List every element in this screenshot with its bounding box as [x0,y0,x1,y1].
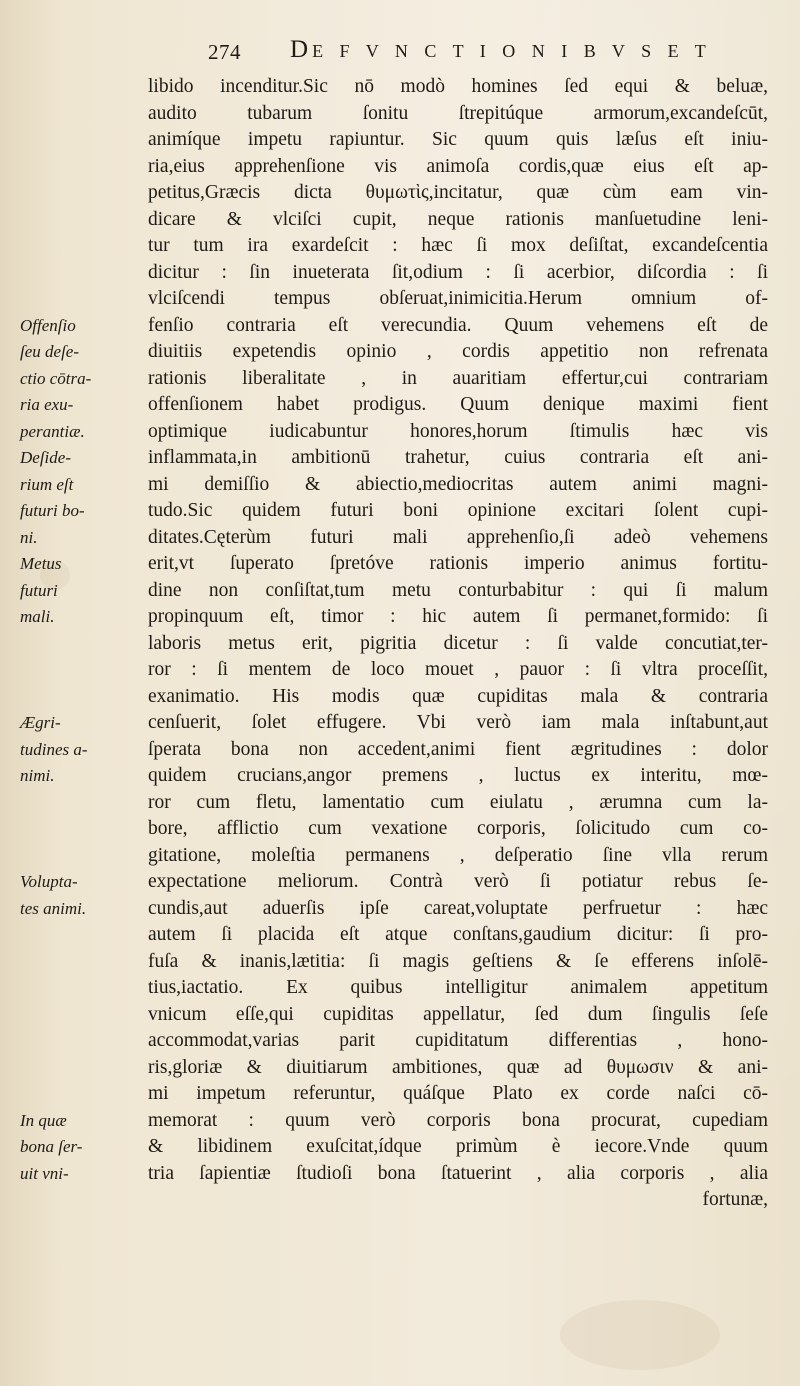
text-line: ſperata bona non accedent,animi fient ægritudines : dolor [148,738,768,760]
text-line: mi demiſſio & abiectio,mediocritas autem animi magni- [148,473,768,495]
text-line: mi impetum referuntur, quáſque Plato ex corde naſci cō- [148,1083,768,1104]
text-line: dicare & vlciſci cupit, neque rationis manſuetudine leni- [148,208,768,230]
text-line: ria,eius apprehenſione vis animoſa cordis,quæ eius eſt ap- [148,155,768,177]
text-line: dine non conſiſtat,tum metu conturbabitur : qui ſi malum [148,579,768,601]
margin-note: Offenſio ſeu deſe- ctio cōtra- ria exu- perantiæ. [20,315,92,441]
running-head-rest: E F V N C T I O N I B V S E T [312,41,712,61]
text-line: inflammata,in ambitionū trahetur, cuius contraria eſt ani- [148,447,768,468]
text-line: quidem crucians,angor premens , luctus ex interitu, mœ- [148,765,768,786]
page-number: 274 [208,40,241,64]
margin-note: Ægri- tudines a- nimi. [20,713,88,785]
text-line: laboris metus erit, pigritia dicetur : ſi valde concutiat,ter- [148,632,768,654]
body-text [148,74,768,1214]
text-line: cenſuerit, ſolet effugere. Vbi verò iam mala inſtabunt,aut [148,712,768,733]
text-line: bore, afflictio cum vexatione corporis, ſolicitudo cum co- [148,818,768,839]
text-line: accommodat,varias parit cupiditatum differentias , hono- [148,1030,768,1051]
text-line: optimique iudicabuntur honores,horum ſtimulis hæc vis [148,420,768,442]
text-line: tria ſapientiæ ſtudioſi bona ſtatuerint , alia corporis , alia [148,1162,768,1184]
text-line: diuitiis expetendis opinio , cordis appetitio non refrenata [148,341,768,362]
text-line: dicitur : ſin inueterata ſit,odium : ſi acerbior, diſcordia : ſi [148,261,768,283]
text-line: tudo.Sic quidem futuri boni opinione excitari ſolent cupi- [148,500,768,521]
text-line: autem ſi placida eſt atque conſtans,gaudium dicitur: ſi pro- [148,924,768,945]
margin-note: Metus futuri mali. [20,554,62,626]
text-line: exanimatio. His modis quæ cupiditas mala & contraria [148,685,768,707]
running-head-initial: D [290,36,313,63]
text-line: vlciſcendi tempus obſeruat,inimicitia.Herum omnium of- [148,288,768,309]
text-line: vnicum eſſe,qui cupiditas appellatur, ſed dum ſingulis ſeſe [148,1003,768,1025]
text-line: tur tum ira exardeſcit : hæc ſi mox deſiſtat, excandeſcentia [148,235,768,256]
catchword: fortunæ, [702,1189,768,1210]
text-line: gitatione, moleſtia permanens , deſperatio ſine vlla rerum [148,844,768,866]
text-line: rationis liberalitate , in auaritiam effertur,cui contrariam [148,367,768,389]
margin-note: Volupta- tes animi. [20,872,87,918]
text-line: expectatione meliorum. Contrà verò ſi potiatur rebus ſe- [148,871,768,892]
text-line: libido incenditur.Sic nō modò homines ſed equi & beluæ, [148,76,768,97]
text-line: ditates.Cęterùm futuri mali apprehenſio,ſi adeò vehemens [148,526,768,548]
text-line: tius,iactatio. Ex quibus intelligitur animalem appetitum [148,977,768,998]
page-header [208,36,768,70]
text-line: erit,vt ſuperato ſpretóve rationis imperio animus fortitu- [148,553,768,574]
text-line: ris,gloriæ & diuitiarum ambitiones, quæ ad θυμωσιν & ani- [148,1056,768,1078]
running-head [290,36,712,64]
text-line: petitus,Græcis dicta θυμωτὶς,incitatur, quæ cùm eam vin- [148,182,768,203]
text-line: propinquum eſt, timor : hic autem ſi permanet,formido: ſi [148,606,768,627]
text-line: fuſa & inanis,lætitia: ſi magis geſtiens & ſe efferens inſolē- [148,950,768,972]
margin-note: In quæ bona ſer- uit vni- [20,1110,83,1183]
text-line: audito tubarum ſonitu ſtrepitúque armorum,excandeſcūt, [148,102,768,124]
paper-stain [560,1300,720,1370]
margin-note: Deſide- rium eſt futuri bo- ni. [20,448,85,547]
text-line: fenſio contraria eſt verecundia. Quum vehemens eſt de [148,314,768,336]
text-line: ror : ſi mentem de loco mouet , pauor : ſi vltra proceſſit, [148,659,768,680]
text-line: & libidinem exuſcitat,ídque primùm è iecore.Vnde quum [148,1136,768,1157]
text-line: memorat : quum verò corporis bona procurat, cupediam [148,1109,768,1131]
text-line: offenſionem habet prodigus. Quum denique maximi fient [148,394,768,415]
text-line: cundis,aut aduerſis ipſe careat,voluptate perfruetur : hæc [148,897,768,919]
text-line: ror cum fletu, lamentatio cum eiulatu , ærumna cum la- [148,791,768,813]
text-line: animíque impetu rapiuntur. Sic quum quis læſus eſt iniu- [148,129,768,150]
